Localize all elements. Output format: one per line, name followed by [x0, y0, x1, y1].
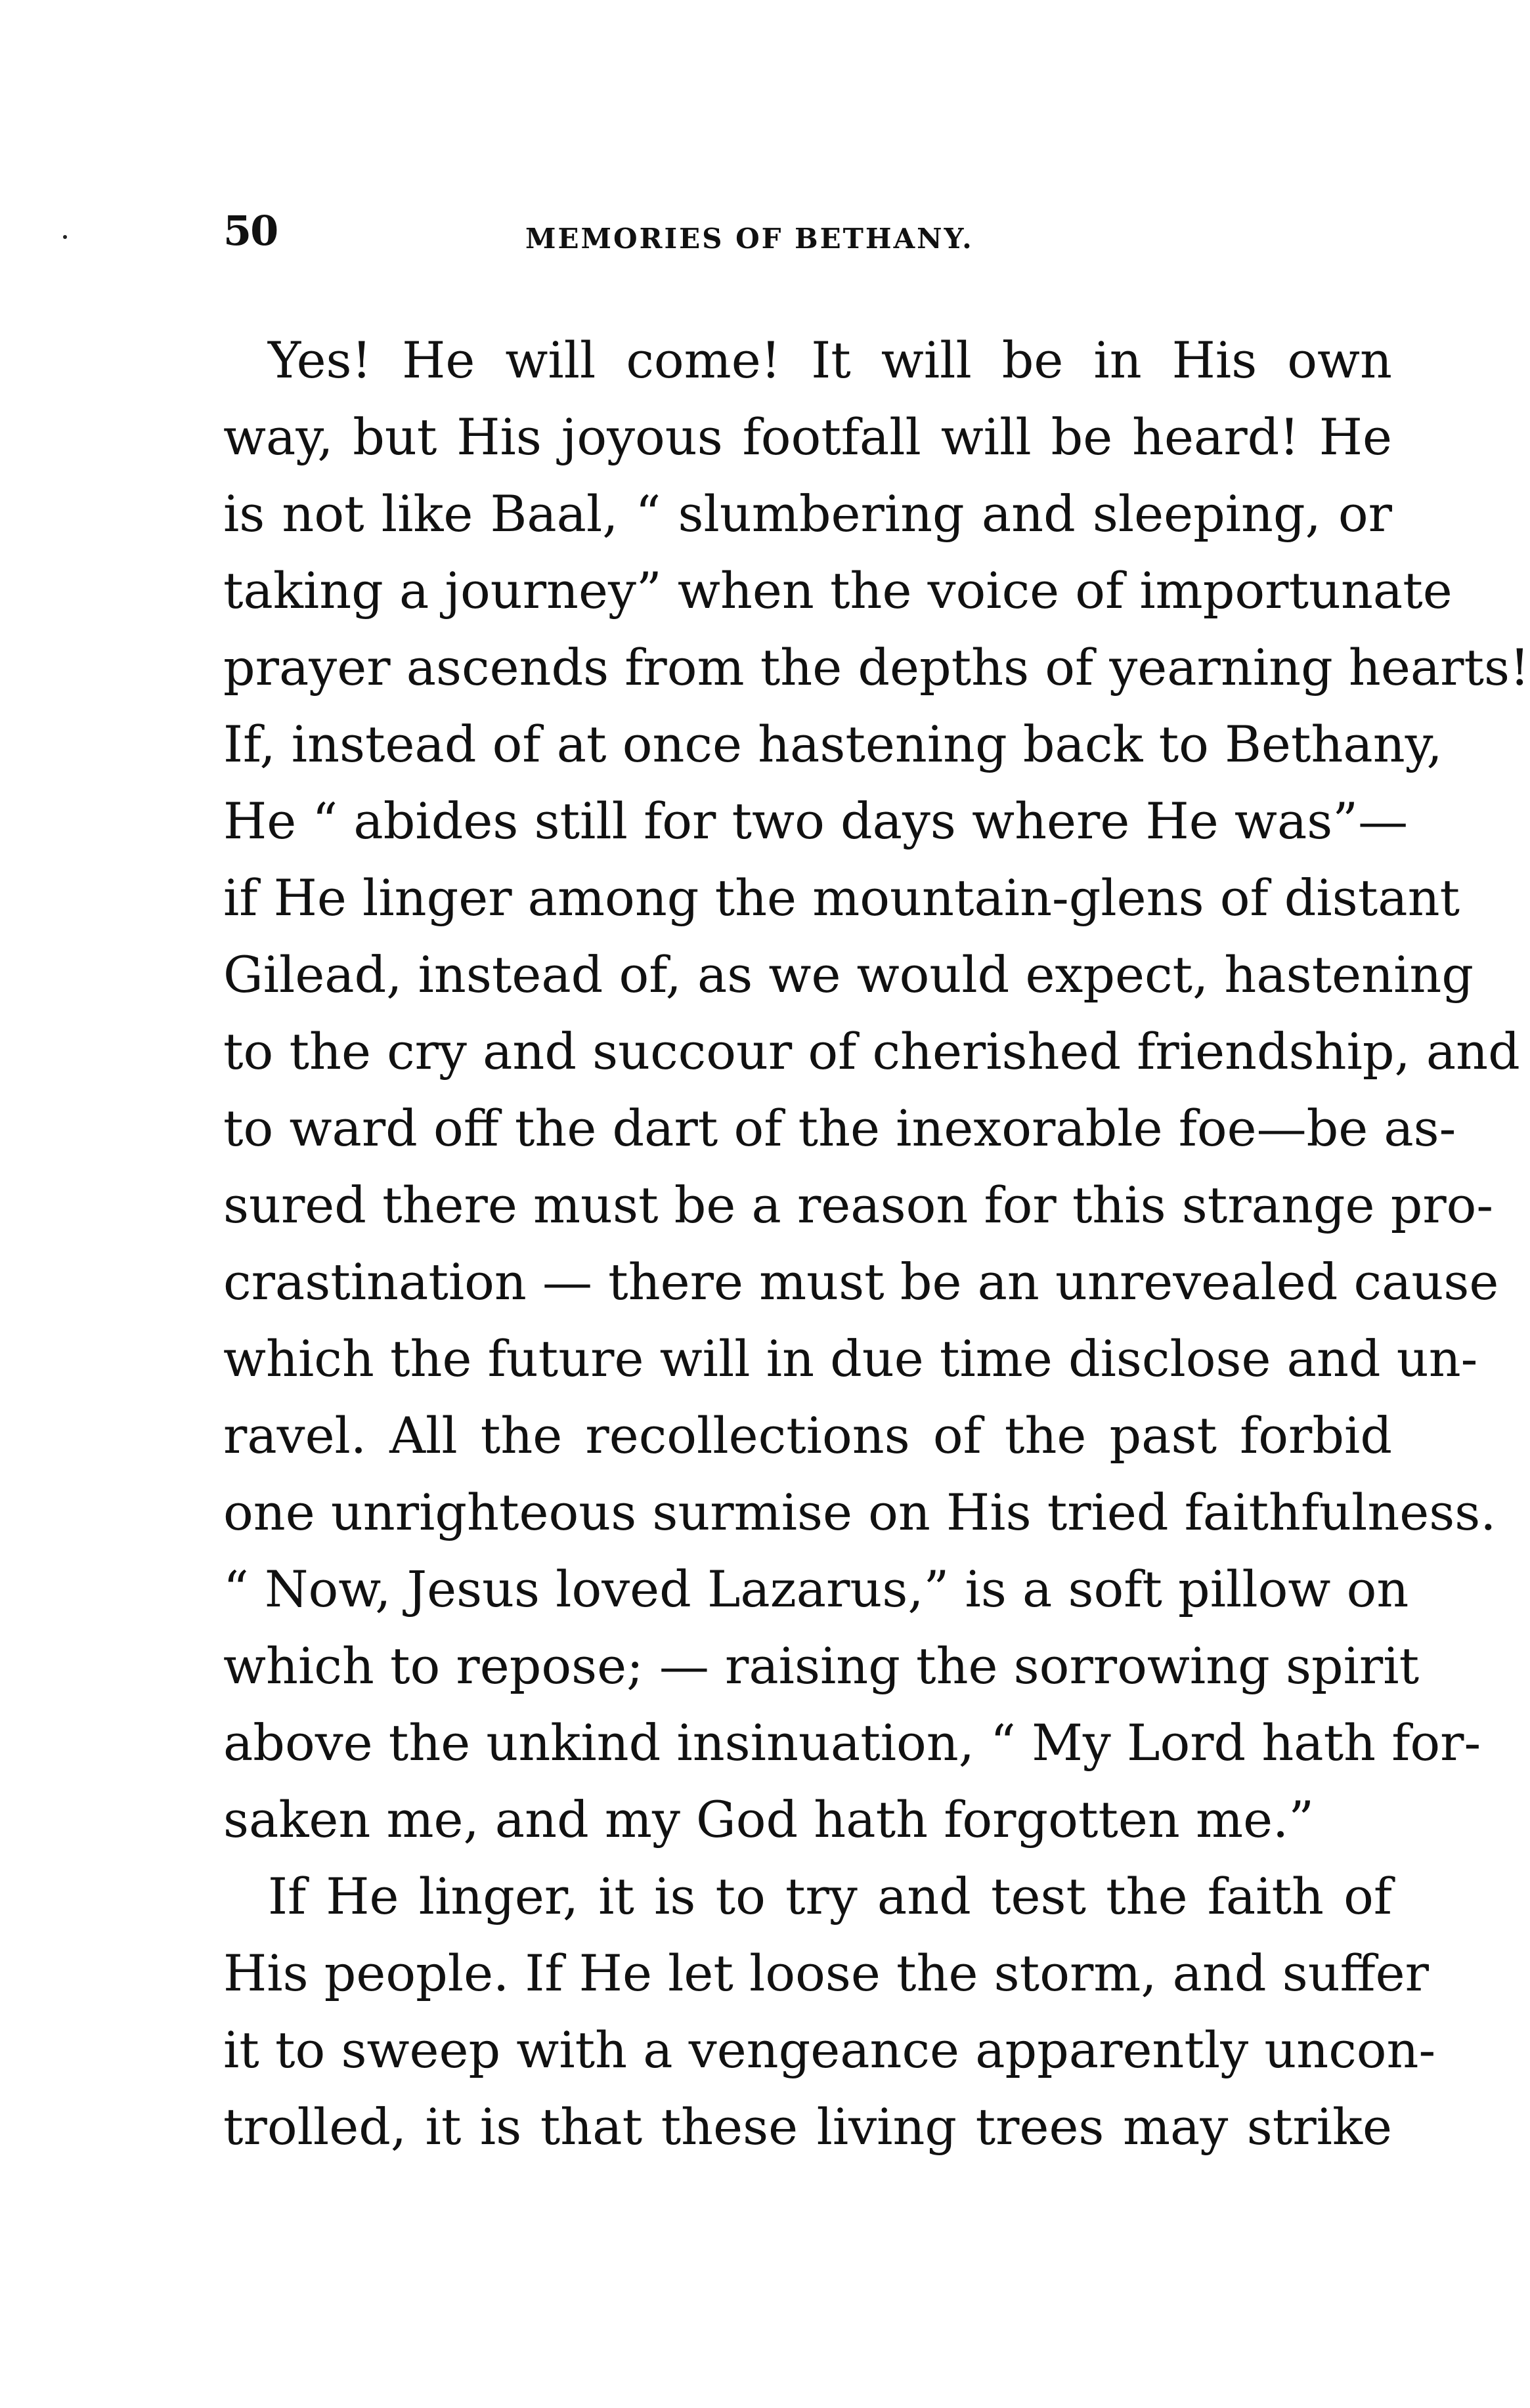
- text-line: above the unkind insinuation, “ My Lord hath for-: [223, 1713, 1481, 1772]
- page-number: 50: [223, 207, 278, 255]
- text-line: prayer ascends from the depths of yearning hearts!: [223, 638, 1530, 697]
- text-line: one unrighteous surmise on His tried faithfulness.: [223, 1483, 1497, 1541]
- paragraph-2: [223, 1858, 1436, 2165]
- ink-speck: [63, 235, 67, 239]
- text-line: ravel. All the recollections of the past forbid: [223, 1406, 1392, 1465]
- text-line: If, instead of at once hastening back to Bethany,: [223, 715, 1443, 773]
- text-line: way, but His joyous footfall will be heard! He: [223, 408, 1392, 466]
- text-line: is not like Baal, “ slumbering and sleeping, or: [223, 484, 1392, 543]
- paragraph-1: [223, 322, 1530, 1858]
- text-line: to ward off the dart of the inexorable foe—be as-: [223, 1099, 1456, 1157]
- text-line: it to sweep with a vengeance apparently uncon-: [223, 2021, 1436, 2079]
- text-line: to the cry and succour of cherished friendship, and: [223, 1022, 1520, 1081]
- text-line: which the future will in due time disclose and un-: [223, 1329, 1478, 1388]
- text-line: trolled, it is that these living trees may strike: [223, 2097, 1392, 2156]
- page-header: [223, 207, 1392, 266]
- text-line: crastination — there must be an unrevealed cause: [223, 1253, 1499, 1311]
- text-line: saken me, and my God hath forgotten me.”: [223, 1790, 1315, 1849]
- body-text: [223, 322, 1530, 2165]
- text-line: taking a journey” when the voice of importunate: [223, 561, 1453, 620]
- text-line: “ Now, Jesus loved Lazarus,” is a soft pillow on: [223, 1560, 1409, 1618]
- text-line: If He linger, it is to try and test the faith of: [268, 1867, 1392, 1925]
- text-line: Yes! He will come! It will be in His own: [268, 331, 1392, 389]
- text-line: if He linger among the mountain-glens of distant: [223, 869, 1460, 927]
- text-line: Gilead, instead of, as we would expect, hastening: [223, 945, 1474, 1004]
- running-title: MEMORIES OF BETHANY.: [525, 223, 974, 255]
- text-line: sured there must be a reason for this strange pro-: [223, 1176, 1494, 1234]
- text-line: He “ abides still for two days where He was”—: [223, 792, 1409, 850]
- text-line: His people. If He let loose the storm, and suffer: [223, 1944, 1429, 2002]
- text-line: which to repose; — raising the sorrowing spirit: [223, 1637, 1420, 1695]
